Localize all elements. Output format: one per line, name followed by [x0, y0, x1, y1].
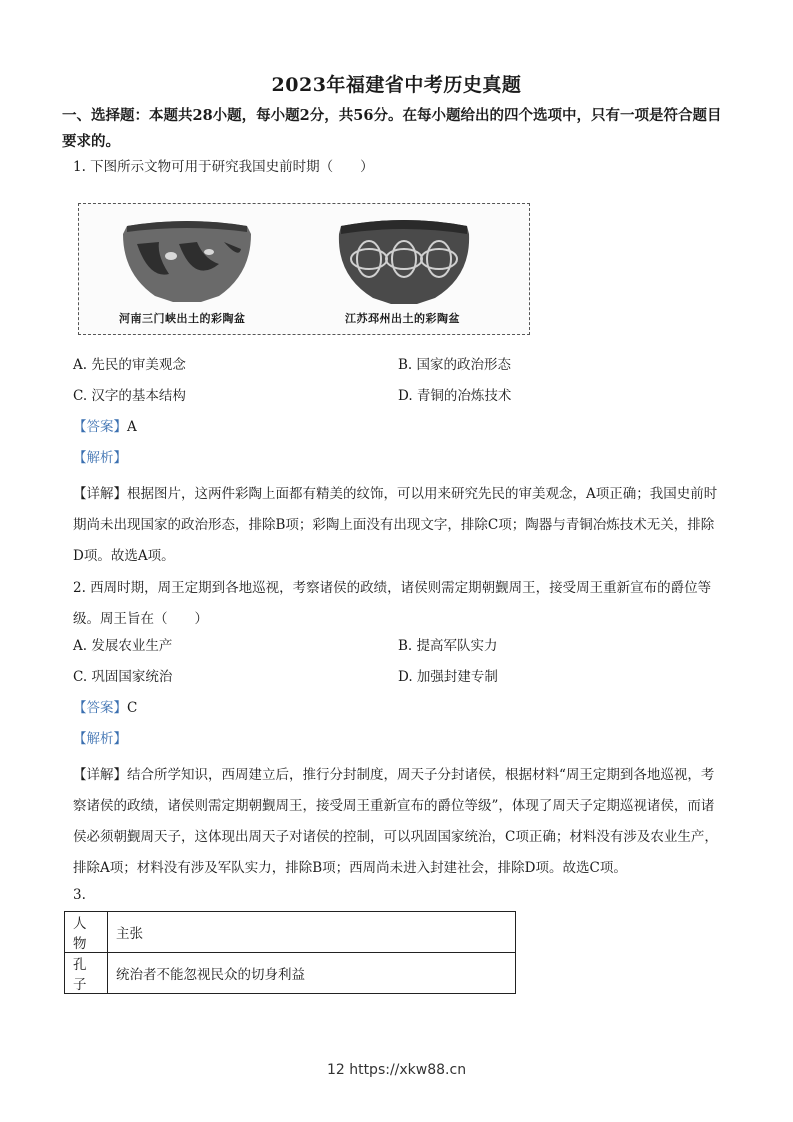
q2-option-c: C. 巩固国家统治: [73, 669, 173, 685]
q1-answer: [73, 417, 137, 437]
q1-option-b: B. 国家的政治形态: [398, 357, 512, 373]
page-footer: 12 https://xkw88.cn: [326, 1062, 467, 1078]
q2-analysis-tag: 【解析】: [73, 731, 127, 747]
table-header-view: 主张: [108, 912, 516, 953]
figure-caption-left: 河南三门峡出土的彩陶盆: [119, 312, 246, 325]
answer-tag: 【答案】: [73, 419, 127, 435]
answer-tag: 【答案】: [73, 700, 127, 716]
q1-figure: [78, 203, 530, 335]
table-cell-person: 孔子: [65, 953, 108, 994]
detail-text: 结合所学知识，西周建立后，推行分封制度，周天子分封诸侯，根据材料“周王定期到各地巡视，考察诸侯的政绩，诸侯则需定期朝觐周王，接受周王重新宣布的爵位等级”，体现了周天子定期巡视诸侯，而诸侯必须朝觐周天子，这体现出周天子对诸侯的控制，可以巩固国家统治，C项正确；材料没有涉及农业生产，排除A项；材料没有涉及军队实力，排除B项；西周尚未进入封建社会，排除D项。故选C项。: [73, 767, 718, 876]
sanmenxia-bowl-image: [123, 221, 251, 302]
q2-answer: [73, 698, 137, 718]
q1-option-c: C. 汉字的基本结构: [73, 388, 186, 404]
q2-detail: [73, 760, 723, 884]
q1-option-a: A. 先民的审美观念: [73, 357, 186, 373]
pizhou-bowl-image: [339, 220, 469, 304]
q3-number: 3.: [73, 887, 86, 903]
table-row: [65, 953, 516, 994]
detail-tag: 【详解】: [73, 767, 127, 783]
q2-option-d: D. 加强封建专制: [398, 669, 498, 685]
q1-analysis-tag: 【解析】: [73, 450, 127, 466]
table-header-person: 人物: [65, 912, 108, 953]
table-header-row: [65, 912, 516, 953]
answer-value: C: [127, 700, 138, 716]
q2-stem: 2. 西周时期，周王定期到各地巡视，考察诸侯的政绩，诸侯则需定期朝觐周王，接受周王重新宣布的爵位等级。周王旨在（ ）: [73, 580, 712, 627]
q2-option-a: A. 发展农业生产: [73, 638, 173, 654]
page-title: 2023年福建省中考历史真题: [271, 74, 522, 96]
q1-stem: 1. 下图所示文物可用于研究我国史前时期（ ）: [73, 159, 374, 175]
detail-tag: 【详解】: [73, 486, 127, 502]
answer-value: A: [127, 419, 137, 435]
figure-caption-right: 江苏邳州出土的彩陶盆: [345, 312, 460, 325]
table-cell-view: 统治者不能忽视民众的切身利益: [108, 953, 516, 994]
detail-text: 根据图片，这两件彩陶上面都有精美的纹饰，可以用来研究先民的审美观念，A项正确；我国史前时期尚未出现国家的政治形态，排除B项；彩陶上面没有出现文字，排除C项；陶器与青铜冶炼技术无关，排除D项。故选A项。: [73, 486, 718, 564]
q2-option-b: B. 提高军队实力: [398, 638, 498, 654]
q1-detail: [73, 479, 723, 572]
q3-table: [64, 911, 516, 994]
q1-option-d: D. 青铜的冶炼技术: [398, 388, 512, 404]
section-heading: 一、选择题：本题共28小题，每小题2分，共56分。在每小题给出的四个选项中，只有一项是符合题目要求的。: [62, 107, 722, 150]
